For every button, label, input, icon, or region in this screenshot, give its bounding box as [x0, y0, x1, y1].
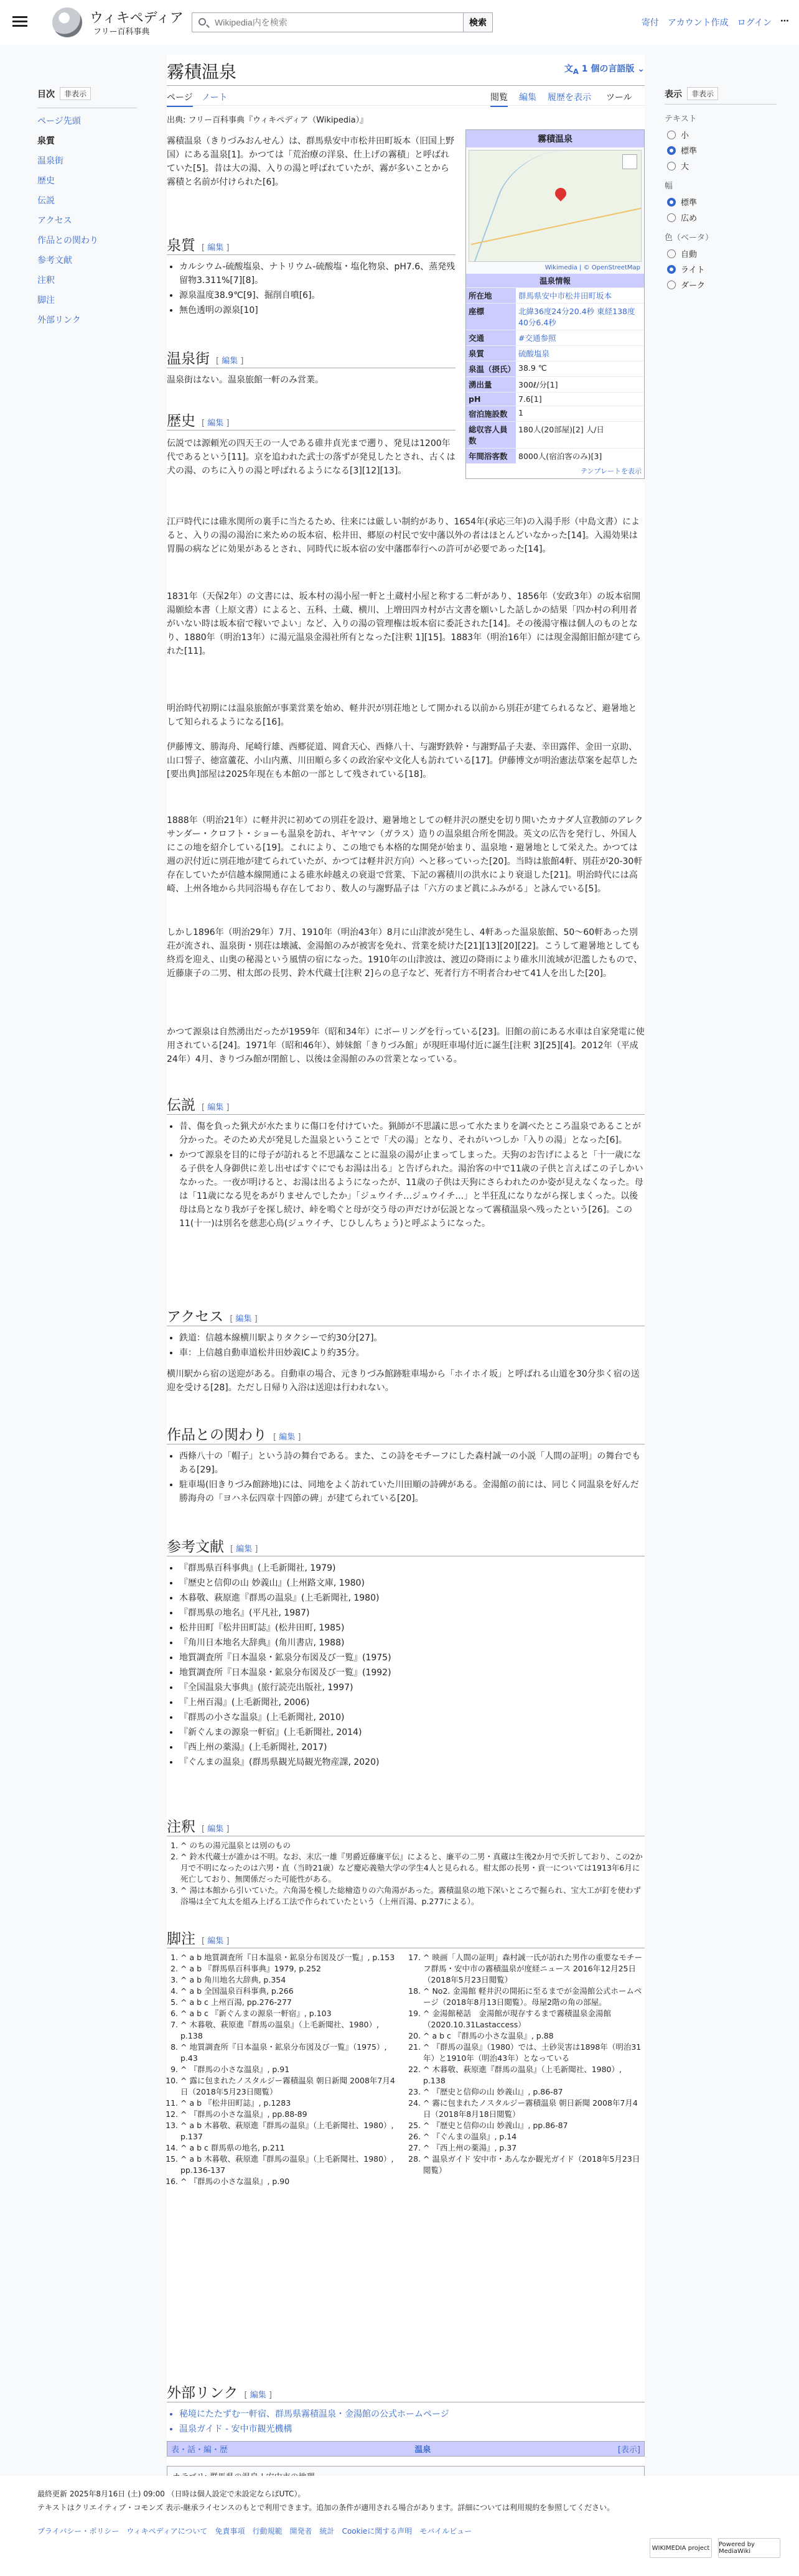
create-account-link[interactable]: アカウント作成: [667, 18, 729, 28]
search-button[interactable]: 検索: [463, 12, 493, 32]
map-caption[interactable]: Wikimedia | © OpenStreetMap: [544, 264, 640, 271]
footer-link[interactable]: 免責事項: [215, 2527, 245, 2536]
infobox-value: 8000人(宿泊客のみ)[3]: [516, 449, 644, 463]
toc-item-access[interactable]: アクセス: [37, 216, 72, 226]
tab-tools[interactable]: ツール: [606, 93, 632, 103]
appearance-panel: [665, 87, 777, 294]
toc-item-notes[interactable]: 注釈: [37, 276, 55, 286]
toc-hide-button[interactable]: 非表示: [60, 87, 91, 100]
footnote-item: 23. ^ 『歴史と信仰の山 妙義山』, p.86-87: [423, 2086, 645, 2098]
login-link[interactable]: ログイン: [737, 18, 772, 28]
history-paragraph: 1831年（天保2年）の文書には、坂本村の湯小屋一軒と土蔵村小屋と称する二軒があり、1856年（安政3年）の坂本宿開湯願絵本書（上原文書）によると、五科、土蔵、横川、上増田四カ村が古文書を願いした話しかの結果「四か村の利用者がいない時は坂本宿で稼いでよい」など、入りの湯の管理権は坂本宿に委託された[14]。その後湯守権は個人のものとなり、1880年（明治13年）に湯元温泉金湯社所有となった[注釈 1][15]。1883年（明治16年）には現金湯館旧館が建てられた[11]。: [167, 592, 641, 656]
list-item: • 松井田町『松井田町誌』(松井田町, 1985): [179, 1621, 645, 1635]
list-item: • 『新ぐんまの源泉一軒宿』(上毛新聞社, 2014): [179, 1726, 645, 1739]
section-heading: 参考文献 [ 編集 ]: [167, 1535, 645, 1556]
text-small-radio[interactable]: 小: [667, 129, 777, 141]
toc-title: 目次: [37, 89, 55, 100]
footnote-item: 1. ^ a b 地質調査所『日本温泉・鉱泉分布図及び一覧』, p.153: [180, 1952, 397, 1963]
footer-link[interactable]: 開発者: [289, 2527, 312, 2536]
list-item: • 鉄道：信越本線横川駅よりタクシーで約30分[27]。: [179, 1331, 645, 1345]
infobox-value: 7.6[1]: [516, 393, 644, 406]
width-standard-radio[interactable]: 標準: [667, 196, 777, 208]
list-item: • 『群馬の小さな温泉』(上毛新聞社, 2010): [179, 1711, 645, 1724]
history-paragraph: しかし1896年（明治29年）7月、1910年（明治43年）8月に山津波が発生し、4軒あった温泉旅館、50〜60軒あった別荘が流され、温泉街・別荘は壊滅、金湯館のみが被害を免れ、営業を続けた[21][13][20][22]。こうして避暑地としても終焉を迎え、山奥の秘湯という風情の宿になった。1910年の山津波は、渡辺の降雨により碓氷川流域が氾濫したもので、近藤康子の二男、柑太郎の長男、鈴木代蔵士[注釈 2]らの息子など、死者行方不明者合わせて41人を出した[20]。: [167, 928, 643, 979]
section-heading: 外部リンク [ 編集 ]: [167, 2381, 645, 2402]
license-text: テキストはクリエイティブ・コモンズ 表示-継承ライセンスのもとで利用できます。追加の条件が適用される場合があります。詳細については利用規約を参照してください。: [37, 2503, 615, 2512]
list-item: • 車：上信越自動車道松井田妙義ICより約35分。: [179, 1346, 645, 1360]
section-heading: アクセス [ 編集 ]: [167, 1305, 645, 1326]
last-modified: 最終更新 2025年8月16日 (土) 09:00 （日時は個人設定で未設定ならばUTC）。: [37, 2490, 306, 2498]
location-map[interactable]: [469, 150, 642, 262]
footnotes-right: [409, 1952, 645, 2176]
footnote-item: 27. ^ 『西上州の薬湯』, p.37: [423, 2142, 645, 2154]
list-item: • 『西上州の薬湯』(上毛新聞社, 2017): [179, 1741, 645, 1754]
footnote-item: 13. ^ a b 木暮敬、萩原進『群馬の温泉』（上毛新聞社、1980）, p.137: [180, 2120, 397, 2142]
toc-item-footnotes[interactable]: 脚注: [37, 295, 55, 305]
list-item: • かつて源泉を目的に母子が訪れると不思議なことに温泉の湯が止まってしまった。天狗のお告げによると「十一歳になる子供を人身御供に差し出せばすぐにでもお湯は出る」と告げられた。湯治客の中で11歳の子供と言えばこの子しかいなかった。一夜が明けると、お湯は出るようになったが、11歳の子供は天狗にさらわれたのか姿が見えなくなった。母は「11歳になる児をあがりませんでしたか」「ジュウイチ…ジュウイチ…」と半狂乱になりながら探しまくった。以後母は鳥となり我が子を探し続け、峠を鳴ぐと母が交う母の声だけが伝説となって霧積温泉へ残ったという[26]。この11(十一)は別名を慈悲心鳥(ジュウイチ、じひしんちょう)と呼ぶようになった。: [179, 1148, 645, 1230]
history-paragraph: 明治時代初期には温泉旅館が事業営業を始め、軽井沢が別荘地として開かれる以前から別荘が建てられるなど、避暑地として知られるようになる[16]。: [167, 704, 637, 727]
history-paragraph: 江戸時代には碓氷関所の裏手に当たるため、往来には厳しい制約があり、1654年(承応三年)の入湯手形（中島文書）によると、入りの湯の湯治に来ための坂本宿、松井田、郷原の村民で安中藩以外の者はほとんどいなかった[14]。入湯効果は胃腸の病などに効果があるとされ、同時代に坂本宿の安中藩郡奉行への許可が必要であった[14]。: [167, 517, 640, 554]
infobox-key: pH: [466, 393, 516, 406]
footnote-item: 10. ^ 露に包まれたノスタルジー霧積温泉 朝日新聞 2008年7月4日（2018年5月23日閲覧）: [180, 2075, 397, 2098]
donate-link[interactable]: 寄付: [641, 18, 659, 28]
tab-history[interactable]: 履歴を表示: [548, 93, 591, 103]
infobox: [465, 129, 645, 479]
section-heading: 歴史 [ 編集 ]: [167, 409, 456, 430]
color-light-radio[interactable]: ライト: [667, 263, 777, 275]
search-box[interactable]: [192, 12, 465, 32]
toc-item-izumi[interactable]: 泉質: [37, 136, 55, 146]
navbox-toggle[interactable]: [表示]: [617, 2445, 640, 2455]
site-header: [0, 0, 799, 45]
personal-tools: [642, 16, 789, 29]
list-item: • 『ぐんまの温泉』(群馬県観光局観光物産課, 2020): [179, 1755, 645, 1769]
text-standard-radio[interactable]: 標準: [667, 144, 777, 156]
list-item: • カルシウム-硫酸塩泉、ナトリウム-硫酸塩・塩化物泉、pH7.6、蒸発残留物3.311%[7][8]。: [179, 260, 456, 287]
footer-link[interactable]: プライバシー・ポリシー: [37, 2527, 119, 2536]
color-label: 色（ベータ）: [665, 233, 714, 243]
list-item: • 昔、傷を負った猟犬が水たまりに傷口を付けていた。猟師が不思議に思って水たまりを調べたところ温泉であることが分かった。そのため犬が発見した温泉ということで「犬の湯」となり、それがいつしか「入りの湯」となった[6]。: [179, 1120, 645, 1147]
infobox-key: 泉温（摂氏）: [466, 361, 516, 376]
edit-link[interactable]: 編集: [236, 1545, 253, 1554]
edit-link[interactable]: 編集: [207, 1103, 224, 1112]
footnote-item: 28. ^ 温泉ガイド 安中市・あんなか観光ガイド（2018年5月23日閲覧）: [423, 2154, 645, 2176]
section-heading: 温泉街 [ 編集 ]: [167, 347, 456, 368]
edit-link[interactable]: 編集: [207, 243, 224, 253]
footnote-item: 25. ^ 『歴史と信仰の山 妙義山』, pp.86-87: [423, 2120, 645, 2131]
list-item: • 地質調査所『日本温泉・鉱泉分布図及び一覧』(1992): [179, 1666, 645, 1680]
list-item: • 源泉温度38.9℃[9]、掘削自噴[6]。: [179, 289, 456, 302]
footer-link[interactable]: 統計: [319, 2527, 335, 2536]
navbox-title[interactable]: 温泉: [414, 2445, 431, 2455]
toc-item-history[interactable]: 歴史: [37, 176, 55, 186]
wikimedia-badge[interactable]: WIKIMEDIA project: [650, 2538, 712, 2558]
main-menu-icon[interactable]: [12, 14, 27, 27]
edit-link[interactable]: 編集: [207, 1825, 224, 1834]
note-item: 2. ^ 鈴木代蔵士が誰かは不明。なお、末広一雄『男爵近藤廉平伝』によると、廉平の二男・真蔵は生後2か月で夭折しており、この2か月で不明になったのは六男・直（当時21歳）など慶応義塾大学の学生4人と見られる。柑太郎の長男・貢一については1913年6月に死亡しており、無関係だった可能性がある。: [180, 1851, 645, 1885]
footnote-item: 15. ^ a b 木暮敬、萩原進『群馬の温泉』（上毛新聞社、1980）, pp.136-137: [180, 2154, 397, 2176]
history-paragraph: 1888年（明治21年）に軽井沢に初めての別荘を設け、避暑地としての軽井沢の歴史を切り開いたカナダ人宣教師のアレクサンダー・クロフト・ショーも温泉を訪れ、ギヤマン（ガラス）造りの温泉組合所を開設。英文の広告を発行し、外国人にこの地を紹介している[19]。これにより、この地でも本格的な開発が始まり、温泉地・避暑地として栄えた。かつては週の沢付近に別荘地が建てられていたが、かつては軽井沢方向）へと移っていった[20]。当時は旅館4軒、別荘が20-30軒存在していたが信越本線開通による碓氷峠越えの衰退で営業、下記の霧積川の洪水により衰退した[21]。明治時代には高崎、上州各地から共同浴場も存在しており、数人の与謝野晶子は「六方のまど眞にふみがる」と詠んでいる[5]。: [167, 816, 643, 894]
footnote-item: 16. ^ 『群馬の小さな温泉』, p.90: [180, 2176, 397, 2187]
footer-link[interactable]: ウィキペディアについて: [126, 2527, 208, 2536]
toc-item-top[interactable]: ページ先頭: [37, 116, 81, 126]
infobox-key: 座標: [466, 304, 516, 330]
infobox-value[interactable]: 群馬県安中市松井田町坂本: [516, 288, 644, 303]
infobox-title: 霧積温泉: [466, 130, 644, 147]
footnote-item: 5. ^ a b c 上州百湯, pp.276-277: [180, 1997, 397, 2008]
tab-talk[interactable]: ノート: [202, 93, 228, 103]
infobox-key: 年間浴客数: [466, 449, 516, 463]
footnote-item: 14. ^ a b c 群馬県の地名, p.211: [180, 2142, 397, 2154]
table-of-contents: [37, 87, 137, 333]
footnote-item: 6. ^ a b c 『新ぐんまの源泉一軒宿』, p.103: [180, 2008, 397, 2019]
history-paragraph: かつて源泉は自然湧出だったが1959年（昭和34年）にボーリングを行っている[23]。旧館の前にある水車は自家発電に使用されている[24]。1971年（昭和46年）、姉妹館「きりづみ館」が現旺車場付近に誕生[注釈 3][25][4]。2012年（平成24年）4月、きりづみ館が閉館し、以後は金湯館のみの営業となっている。: [167, 1027, 645, 1064]
infobox-value: 180人(20部屋)[2] 人/日: [516, 422, 644, 448]
list-item: • 『角川日本地名大辞典』(角川書店, 1988): [179, 1636, 645, 1650]
infobox-value: 38.9 ℃: [516, 361, 644, 376]
wikipedia-logo-icon[interactable]: [52, 7, 82, 37]
footer-link[interactable]: 行動規範: [252, 2527, 283, 2536]
section-heading: 注釈 [ 編集 ]: [167, 1815, 645, 1836]
toc-item-references[interactable]: 参考文献: [37, 256, 72, 266]
logo-tagline: フリー百科事典: [93, 27, 150, 37]
access-text: 横川駅から宿の送迎がある。自動車の場合、元きりづみ館跡駐車場から「ホイホイ坂」と呼ばれる山道を30分歩く宿の送迎を受ける[28]。ただし日帰り入浴は送迎は行われない。: [167, 1369, 640, 1393]
history-paragraph: 伝説では源頼光の四天王の一人である碓井貞光まで遡り、発見は1200年代であるという[11]。京を追われた武士の落ずが発見したとされ、古くは犬の湯、のちに入りの湯と呼ばれるようになる[3][12][13]。: [167, 439, 456, 476]
footnote-item: 3. ^ a b 角川地名大辞典, p.354: [180, 1974, 397, 1986]
note-item: 1. ^ のちの湯元温泉とは別のもの: [180, 1840, 645, 1851]
footnote-item: 21. ^ 『群馬の温泉』（1980）では、土砂災害は1898年（明治31年）と1910年（明治43年）となっている: [423, 2042, 645, 2064]
edit-link[interactable]: 編集: [279, 1433, 296, 1442]
footnote-item: 24. ^ 霧に包まれたノスタルジー霧積温泉 朝日新聞 2008年7月4日（2018年8月18日閲覧）: [423, 2098, 645, 2120]
page-footer: [0, 2476, 799, 2576]
show-template-link[interactable]: テンプレートを表示: [466, 463, 644, 478]
infobox-key: 所在地: [466, 288, 516, 303]
footnote-item: 2. ^ a b 『群馬県百科事典』1979, p.252: [180, 1963, 397, 1974]
appearance-hide-button[interactable]: 非表示: [687, 87, 718, 100]
footnote-item: 18. ^ No2. 金湯館 軽井沢の開拓に至るまでが金湯館公式ホームページ（2018年8月13日閲覧）。母屋2階の角の部屋。: [423, 1986, 645, 2008]
search-icon: [199, 18, 206, 26]
search-input[interactable]: [213, 16, 437, 29]
appearance-title: 表示: [665, 89, 682, 100]
footnote-item: 4. ^ a b 全国温泉百科事典, p.266: [180, 1986, 397, 1997]
footnote-item: 19. ^ 金湯館秘話 金湯館が現存するまで霧積温泉金湯館（2020.10.31Lastaccess）: [423, 2008, 645, 2030]
infobox-section-header: 温泉情報: [466, 274, 644, 287]
text-size-label: テキスト: [665, 114, 697, 124]
footnotes-left: [167, 1952, 397, 2187]
navbox-vte[interactable]: 表・話・編・歴: [171, 2445, 228, 2455]
language-button[interactable]: 文$_A$ 1 個の言語版 ⌄: [564, 64, 645, 76]
footnote-item: 7. ^ 木暮敬、萩原進『群馬の温泉』（上毛新聞社、1980）, p.138: [180, 2019, 397, 2042]
edit-link[interactable]: 編集: [235, 1314, 252, 1324]
logo-wordmark[interactable]: ウィキペディア: [90, 11, 184, 26]
note-item: 3. ^ 湯は本館から引いていた。六角湯を模した総檜造りの六角湯があった。霧積温泉の地下深いところで掘られ、宝大工が釘を使わず浴場は全て丸太を組み上げる工法で作られていたという（上州百湯、p.277による）。: [180, 1885, 645, 1907]
edit-link[interactable]: 編集: [250, 2391, 266, 2400]
onsengai-text: 温泉街はない。温泉旅館一軒のみ営業。: [167, 375, 324, 385]
page-title: 霧積温泉: [167, 62, 237, 82]
more-tools-icon[interactable]: ⋯: [780, 16, 789, 26]
history-paragraph: 伊藤博文、勝海舟、尾崎行雄、西郷従道、岡倉天心、西條八十、与謝野鉄幹・与謝野晶子夫妻、幸田露伴、金田一京助、山口誓子、徳富蘆花、小山内薫、川田順ら多くの政治家や文化人も訪れている[17]。伊藤博文が明治憲法草案を起草した[要出典]部屋は2025年現在も本館の一部として残されている[18]。: [167, 742, 638, 779]
list-item: • 木暮敬、萩原進『群馬の温泉』(上毛新聞社, 1980): [179, 1591, 645, 1605]
footer-link[interactable]: Cookieに関する声明: [342, 2527, 413, 2536]
list-item: • 『上州百湯』(上毛新聞社, 2006): [179, 1696, 645, 1709]
intro-paragraph: 霧積温泉（きりづみおんせん）は、群馬県安中市松井田町坂本（旧国上野国）にある温泉[1]。かつては「荒治療の洋泉、仕上げの霧積」と呼ばれていた[5]。昔は大の湯、入りの湯と呼ばれていたが、霧が多いことから霧積と名前が付けられた[6]。: [167, 136, 454, 187]
expand-map-icon[interactable]: [622, 154, 637, 169]
toc-item-works[interactable]: 作品との関わり: [37, 236, 98, 246]
list-item: • 駐車場(旧きりづみ館跡地)には、同地をよく訪れていた川田順の詩碑がある。金湯館の前には、同じく同温泉を好んだ勝海舟の「ヨハネ伝四章十四節の碑」が建てられている[20]。: [179, 1478, 645, 1505]
footnote-item: 9. ^ 『群馬の小さな温泉』, p.91: [180, 2064, 397, 2075]
footnote-item: 12. ^ 『群馬の小さな温泉』, pp.88-89: [180, 2109, 397, 2120]
footer-links: [37, 2526, 472, 2536]
tab-edit[interactable]: 編集: [519, 93, 536, 103]
list-item: • 西條八十の「帽子」という詩の舞台である。また、この詩をモチーフにした森村誠一の小説「人間の証明」の舞台でもある[29]。: [179, 1449, 645, 1477]
footnote-item: 20. ^ a b c 『群馬の小さな温泉』, p.88: [423, 2030, 645, 2042]
color-dark-radio[interactable]: ダーク: [667, 279, 777, 291]
list-item: • 無色透明の源泉[10]: [179, 304, 456, 317]
infobox-value[interactable]: 北緯36度24分20.4秒 東経138度40分6.4秒: [516, 304, 644, 330]
width-wide-radio[interactable]: 広め: [667, 212, 777, 223]
infobox-key: 交通: [466, 330, 516, 345]
infobox-value[interactable]: 硫酸塩泉: [516, 346, 644, 361]
color-auto-radio[interactable]: 自動: [667, 248, 777, 259]
page-tabs: [167, 88, 645, 106]
footnote-item: 17. ^ 映画「人間の証明」森村誠一氏が訪れた男作の重要なモチーフ群馬・安中市の霧積温泉が度経ニュース 2016年12月25日（2018年5月23日閲覧）: [423, 1952, 645, 1986]
infobox-value[interactable]: #交通参照: [516, 330, 644, 345]
toc-item-legend[interactable]: 伝説: [37, 196, 55, 206]
edit-link[interactable]: 編集: [207, 419, 224, 428]
footnote-item: 26. ^ 『ぐんまの温泉』, p.14: [423, 2131, 645, 2142]
list-item: • 『全国温泉大事典』(旅行読売出版社, 1997): [179, 1681, 645, 1695]
list-item: • 『群馬県百科事典』(上毛新聞社, 1979): [179, 1561, 645, 1575]
infobox-key: 泉質: [466, 346, 516, 361]
infobox-key: 宿泊施設数: [466, 406, 516, 421]
edit-link[interactable]: 編集: [207, 1937, 224, 1946]
section-heading: 脚注 [ 編集 ]: [167, 1927, 645, 1948]
list-item: • 『歴史と信仰の山 妙義山』(上州路文庫, 1980): [179, 1576, 645, 1590]
section-heading: 伝説 [ 編集 ]: [167, 1094, 645, 1115]
footnote-item: 22. ^ 木暮敬、萩原進『群馬の温泉』（上毛新聞社、1980）, p.138: [423, 2064, 645, 2086]
toc-item-external[interactable]: 外部リンク: [37, 315, 81, 325]
infobox-value: 300ℓ/分[1]: [516, 377, 644, 392]
text-large-radio[interactable]: 大: [667, 160, 777, 172]
izumi-list: [167, 259, 456, 319]
mediawiki-badge[interactable]: Powered by MediaWiki: [718, 2538, 780, 2558]
tab-read[interactable]: 閲覧: [490, 91, 508, 107]
edit-link[interactable]: 編集: [222, 356, 238, 366]
infobox-value: 1: [516, 406, 644, 421]
external-link[interactable]: • 温泉ガイド - 安中市観光機構: [179, 2422, 645, 2436]
section-heading: 作品との関わり [ 編集 ]: [167, 1423, 645, 1444]
infobox-key: 総収容人員数: [466, 422, 516, 448]
list-item: • 地質調査所『日本温泉・鉱泉分布図及び一覧』(1975): [179, 1651, 645, 1665]
from-line: 出典: フリー百科事典『ウィキペディア（Wikipedia）』: [167, 116, 368, 125]
footnote-item: 11. ^ a b 『松井田町誌』, p.1283: [180, 2098, 397, 2109]
navbox: [167, 2441, 645, 2457]
external-link[interactable]: • 秘境にたたずむ一軒宿、群馬県霧積温泉・金湯館の公式ホームページ: [179, 2407, 645, 2421]
section-heading: 泉質 [ 編集 ]: [167, 234, 456, 255]
tab-page[interactable]: ページ: [167, 91, 193, 107]
infobox-key: 湧出量: [466, 377, 516, 392]
main-content: [167, 55, 645, 2543]
footer-link[interactable]: モバイルビュー: [419, 2527, 472, 2536]
toc-item-onsengai[interactable]: 温泉街: [37, 156, 63, 166]
width-label: 幅: [665, 182, 673, 191]
list-item: • 『群馬県の地名』(平凡社, 1987): [179, 1606, 645, 1620]
footnote-item: 8. ^ 地質調査所『日本温泉・鉱泉分布図及び一覧』（1975）, p.43: [180, 2042, 397, 2064]
